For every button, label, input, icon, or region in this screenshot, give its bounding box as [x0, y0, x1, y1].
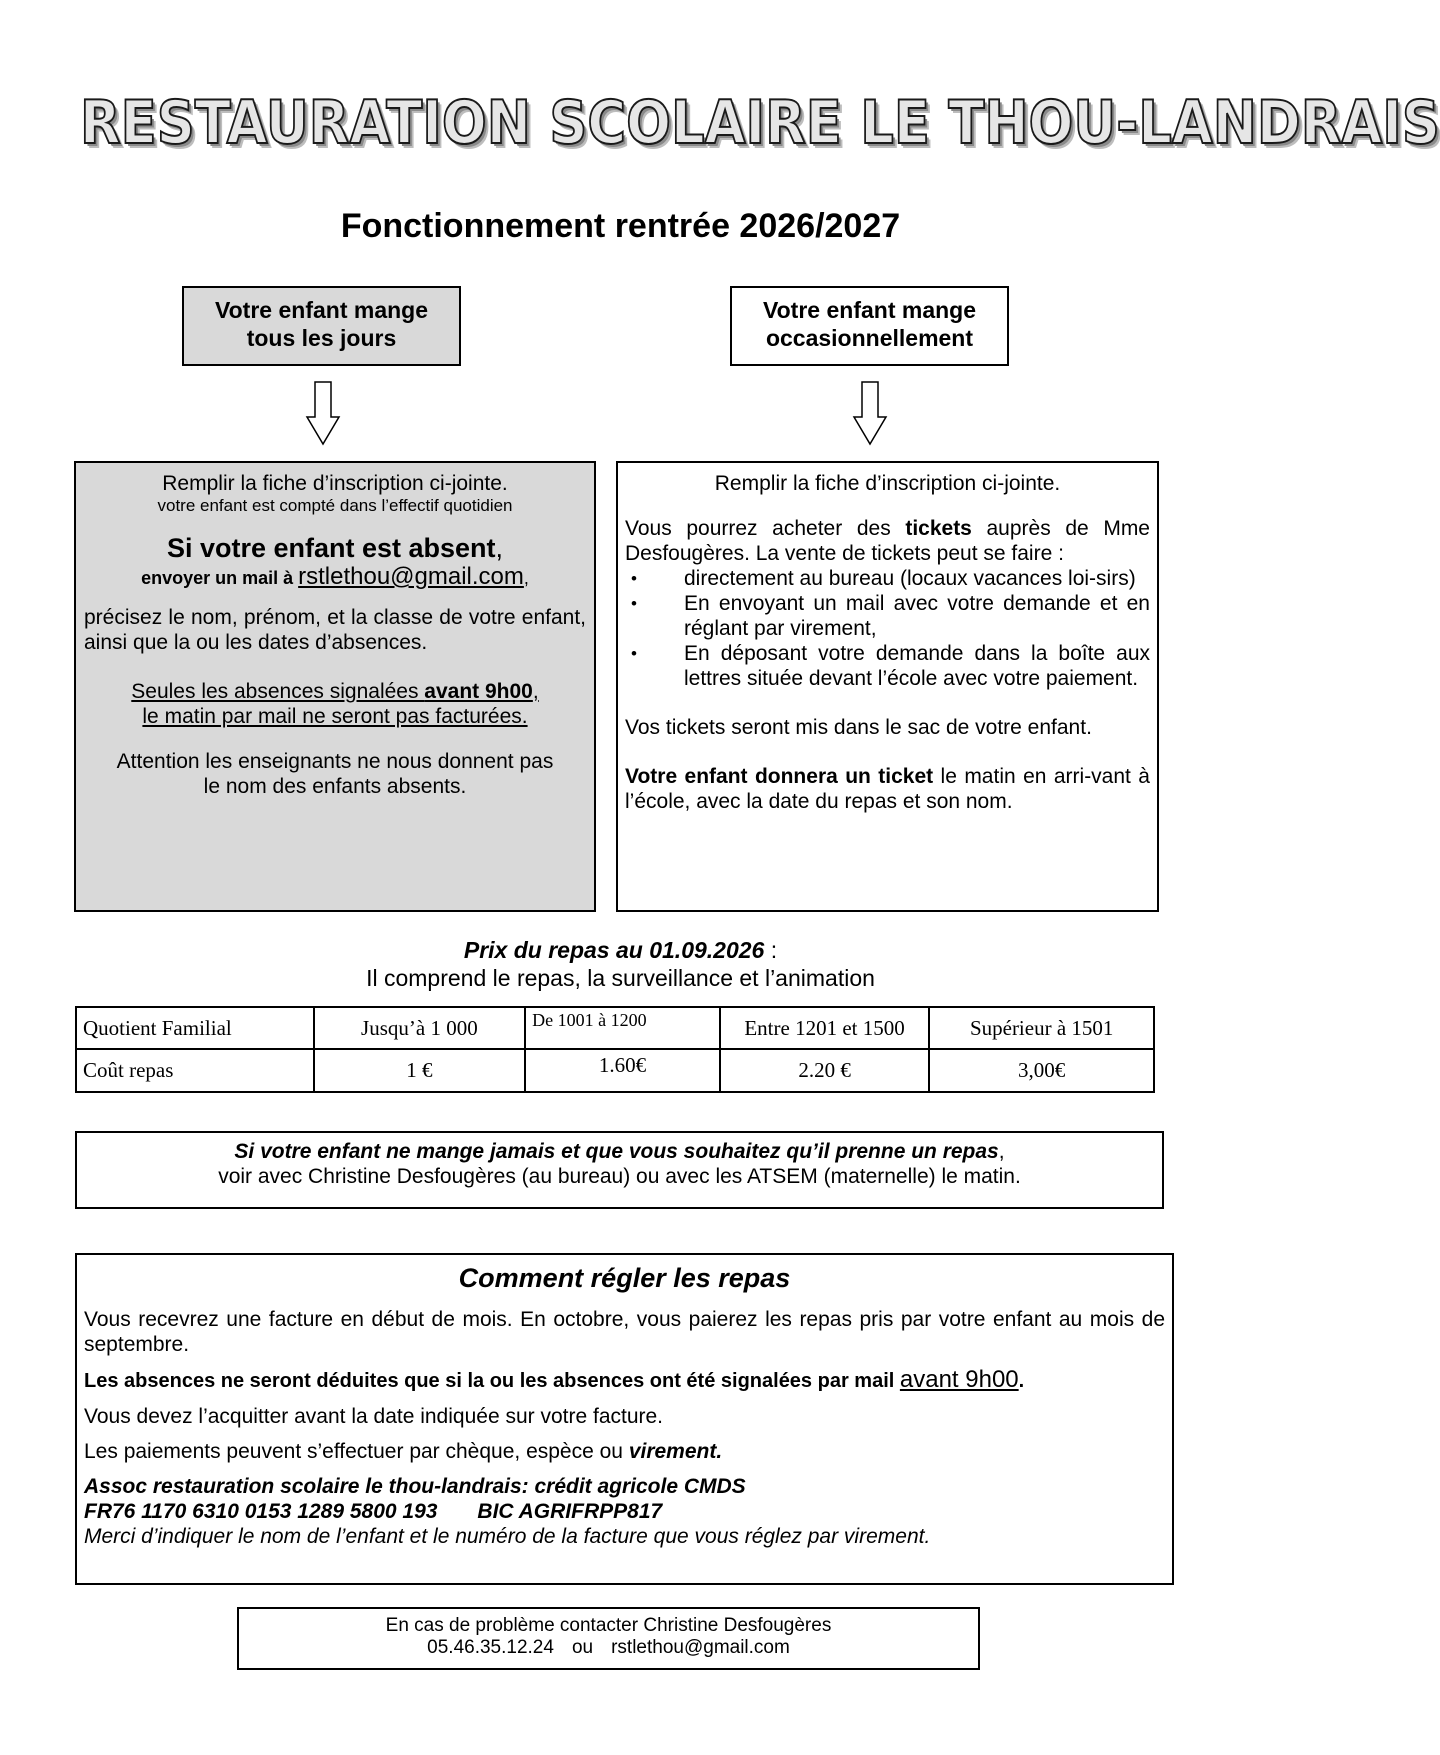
never-eats-italic: Si votre enfant ne mange jamais et que vous souhaitez qu’il prenne un repas: [234, 1140, 999, 1163]
invoice-text: Vous recevrez une facture en début de mois. En octobre, vous paierez les repas pris par votre enfant au mois de septembre.: [84, 1308, 1165, 1356]
transfer-reference-note: Merci d’indiquer le nom de l’enfant et le numéro de la facture que vous réglez par virement.: [84, 1525, 931, 1548]
tickets-word: tickets: [905, 517, 972, 540]
payment-methods-text: [84, 1439, 1165, 1464]
precise-details-text: précisez le nom, prénom, et la classe de votre enfant, ainsi que la ou les dates d’absences.: [84, 606, 586, 654]
never-eats-note: [75, 1131, 1164, 1209]
ticket-purchase-list: [625, 566, 1150, 691]
mail-prefix: envoyer un mail à: [141, 568, 299, 588]
document-banner-title: RESTAURATION SCOLAIRE LE THOU-LANDRAIS: [80, 88, 1440, 158]
daily-instructions-panel: [74, 461, 596, 912]
teachers-warning: [84, 749, 586, 799]
never-eats-line2: voir avec Christine Desfougères (au bureau) ou avec les ATSEM (maternelle) le matin.: [218, 1165, 1021, 1188]
table-header-cell: Quotient Familial: [76, 1007, 314, 1049]
down-arrow-icon: [853, 381, 887, 445]
option-occasional-line2: occasionnellement: [765, 325, 974, 351]
option-daily-line2: tous les jours: [246, 325, 397, 351]
deadline-note: [84, 679, 586, 729]
never-eats-comma: ,: [998, 1140, 1005, 1163]
deadline-time: avant 9h00: [424, 680, 533, 703]
contact-line: En cas de problème contacter Christine Desfougères: [385, 1615, 832, 1636]
table-header-cell: Jusqu’à 1 000: [314, 1007, 526, 1049]
absence-deduction-text: [84, 1367, 1165, 1394]
list-item: • directement au bureau (locaux vacances loi-sirs): [625, 566, 1150, 591]
table-cell: 1.60€: [525, 1049, 720, 1092]
table-row: [76, 1049, 1154, 1092]
absence-deduction-c: .: [1018, 1370, 1025, 1392]
price-heading: [0, 936, 1241, 992]
iban-text: FR76 1170 6310 0153 1289 5800 193: [84, 1500, 438, 1523]
option-occasional-box: [730, 286, 1009, 366]
absent-comma: ,: [495, 533, 504, 563]
pay-deadline-text: Vous devez l’acquitter avant la date indiquée sur votre facture.: [84, 1405, 664, 1428]
list-item: • En envoyant un mail avec votre demande et en réglant par virement,: [625, 591, 1150, 641]
email-instruction: [84, 564, 586, 591]
table-header-cell: Supérieur à 1501: [929, 1007, 1154, 1049]
payment-title: Comment régler les repas: [458, 1263, 791, 1293]
bic-text: BIC AGRIFRPP817: [477, 1500, 663, 1523]
fill-form-text: Remplir la fiche d’inscription ci-jointe.: [162, 472, 508, 495]
payment-methods-a: Les paiements peuvent s’effectuer par chèque, espèce ou: [84, 1440, 629, 1463]
absent-heading: [84, 532, 586, 564]
table-header-cell: Entre 1201 et 1500: [720, 1007, 930, 1049]
contact-box: [237, 1607, 980, 1670]
table-cell: 2.20 €: [720, 1049, 930, 1092]
option-occasional-line1: Votre enfant mange: [763, 297, 976, 323]
contact-phone[interactable]: 05.46.35.12.24: [427, 1637, 554, 1658]
tickets-intro-c: auprès de Mme Desfougères. La vente de tickets peut se faire :: [625, 517, 1150, 565]
give-ticket-bold: Votre enfant donnera un ticket: [625, 765, 934, 788]
price-table: [75, 1006, 1155, 1093]
absence-email-link[interactable]: rstlethou@gmail.com: [298, 563, 524, 590]
absence-deduction-time: avant 9h00: [899, 1366, 1019, 1393]
deadline-text-a: Seules les absences signalées: [131, 680, 425, 703]
tickets-bag-text: Vos tickets seront mis dans le sac de votre enfant.: [625, 716, 1092, 739]
absent-bold-text: Si votre enfant est absent: [166, 533, 496, 563]
page-subtitle: Fonctionnement rentrée 2026/2027: [340, 207, 901, 245]
teachers-warning-line1: Attention les enseignants ne nous donnent pas: [116, 750, 554, 773]
price-title-colon: :: [764, 937, 778, 963]
option-daily-box: [182, 286, 461, 366]
table-cell: 1 €: [314, 1049, 526, 1092]
list-item: • En déposant votre demande dans la boîte aux lettres située devant l’école avec votre paiement.: [625, 641, 1150, 691]
option-daily-line1: Votre enfant mange: [215, 297, 428, 323]
table-cell: Coût repas: [76, 1049, 314, 1092]
give-ticket-text: [625, 764, 1150, 814]
deadline-line2: le matin par mail ne seront pas facturées.: [142, 705, 528, 728]
contact-email-link[interactable]: rstlethou@gmail.com: [611, 1637, 790, 1658]
table-cell: 3,00€: [929, 1049, 1154, 1092]
mail-suffix: ,: [523, 568, 529, 588]
daily-count-note: votre enfant est compté dans l’effectif quotidien: [157, 496, 513, 515]
occasional-instructions-panel: [616, 461, 1159, 912]
price-subtitle: Il comprend le repas, la surveillance et l’animation: [366, 965, 875, 991]
down-arrow-icon: [306, 381, 340, 445]
payment-info-box: [75, 1253, 1174, 1585]
give-ticket-rest: le matin en arri-vant à l’école, avec la date du repas et son nom.: [625, 765, 1150, 813]
table-row: [76, 1007, 1154, 1049]
tickets-intro: [625, 516, 1150, 566]
teachers-warning-line2: le nom des enfants absents.: [203, 775, 467, 798]
payment-methods-b: virement.: [628, 1440, 723, 1463]
fill-form-text: Remplir la fiche d’inscription ci-jointe.: [714, 472, 1061, 495]
tickets-intro-a: Vous pourrez acheter des: [625, 517, 906, 540]
deadline-text-c: ,: [532, 680, 539, 703]
absence-deduction-a: Les absences ne seront déduites que si la ou les absences ont été signalées par mail: [84, 1370, 900, 1392]
price-title: Prix du repas au 01.09.2026: [463, 937, 765, 963]
contact-or: ou: [571, 1637, 594, 1658]
table-header-cell: De 1001 à 1200: [525, 1007, 720, 1049]
bank-account-name: Assoc restauration scolaire le thou-landrais: crédit agricole CMDS: [84, 1475, 746, 1498]
